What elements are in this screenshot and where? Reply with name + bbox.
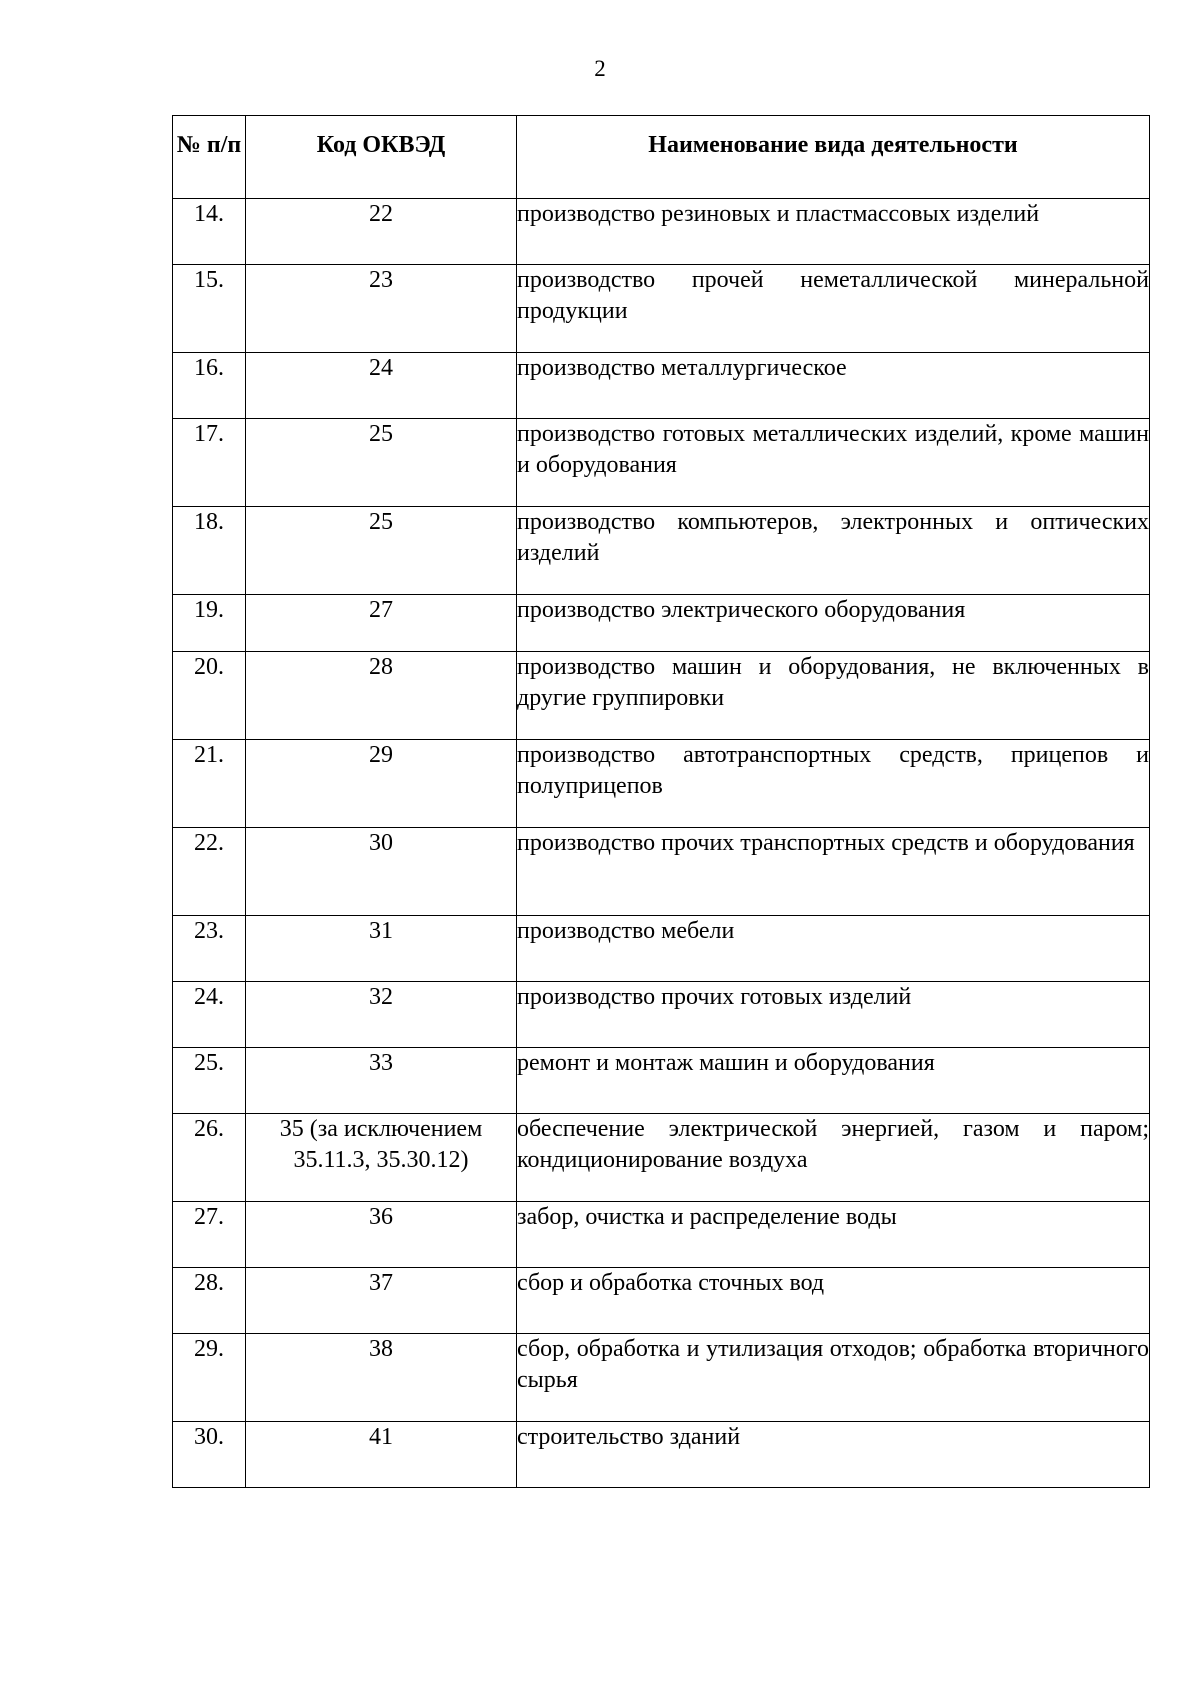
row-code: 27: [246, 595, 517, 652]
row-name: производство автотранспортных средств, прицепов и полуприцепов: [517, 740, 1150, 828]
row-name: сбор и обработка сточных вод: [517, 1268, 1150, 1334]
row-code: 23: [246, 265, 517, 353]
row-num: 24.: [173, 982, 246, 1048]
row-name: производство компьютеров, электронных и оптических изделий: [517, 507, 1150, 595]
row-name: забор, очистка и распределение воды: [517, 1202, 1150, 1268]
header-num: № п/п: [173, 116, 246, 199]
row-code: 38: [246, 1334, 517, 1422]
row-name: строительство зданий: [517, 1422, 1150, 1488]
row-name: сбор, обработка и утилизация отходов; обработка вторичного сырья: [517, 1334, 1150, 1422]
table-row: [173, 353, 1150, 419]
table-row: [173, 595, 1150, 652]
table-row: [173, 828, 1150, 916]
row-num: 18.: [173, 507, 246, 595]
row-code: 33: [246, 1048, 517, 1114]
row-name: производство прочих транспортных средств и оборудования: [517, 828, 1150, 916]
row-name: обеспечение электрической энергией, газом и паром; кондиционирование воздуха: [517, 1114, 1150, 1202]
row-code: 36: [246, 1202, 517, 1268]
row-code: 30: [246, 828, 517, 916]
table-row: [173, 419, 1150, 507]
table-row: [173, 265, 1150, 353]
row-name: производство металлургическое: [517, 353, 1150, 419]
row-code: 37: [246, 1268, 517, 1334]
row-code: 31: [246, 916, 517, 982]
row-num: 27.: [173, 1202, 246, 1268]
row-name: производство готовых металлических изделий, кроме машин и оборудования: [517, 419, 1150, 507]
row-num: 16.: [173, 353, 246, 419]
row-num: 15.: [173, 265, 246, 353]
row-code: 25: [246, 507, 517, 595]
row-code: 35 (за исключением 35.11.3, 35.30.12): [246, 1114, 517, 1202]
row-num: 21.: [173, 740, 246, 828]
table-row: [173, 1334, 1150, 1422]
row-num: 29.: [173, 1334, 246, 1422]
row-name: производство мебели: [517, 916, 1150, 982]
table-row: [173, 507, 1150, 595]
row-code: 28: [246, 652, 517, 740]
header-name: Наименование вида деятельности: [517, 116, 1150, 199]
table-row: [173, 652, 1150, 740]
row-name: производство прочих готовых изделий: [517, 982, 1150, 1048]
table-row: [173, 1048, 1150, 1114]
page-number: 2: [594, 56, 606, 81]
row-num: 25.: [173, 1048, 246, 1114]
row-code: 41: [246, 1422, 517, 1488]
row-num: 28.: [173, 1268, 246, 1334]
row-num: 14.: [173, 199, 246, 265]
okved-table: [172, 115, 1150, 1488]
table-row: [173, 1268, 1150, 1334]
table-row: [173, 1202, 1150, 1268]
table-header-row: [173, 116, 1150, 199]
table-row: [173, 916, 1150, 982]
row-num: 23.: [173, 916, 246, 982]
row-code: 24: [246, 353, 517, 419]
row-num: 20.: [173, 652, 246, 740]
row-num: 26.: [173, 1114, 246, 1202]
table-row: [173, 740, 1150, 828]
row-num: 22.: [173, 828, 246, 916]
row-code: 32: [246, 982, 517, 1048]
row-num: 30.: [173, 1422, 246, 1488]
row-name: производство машин и оборудования, не включенных в другие группировки: [517, 652, 1150, 740]
table-row: [173, 1114, 1150, 1202]
row-name: ремонт и монтаж машин и оборудования: [517, 1048, 1150, 1114]
table-row: [173, 982, 1150, 1048]
row-code: 25: [246, 419, 517, 507]
row-name: производство резиновых и пластмассовых изделий: [517, 199, 1150, 265]
row-name: производство электрического оборудования: [517, 595, 1150, 652]
row-code: 29: [246, 740, 517, 828]
row-num: 19.: [173, 595, 246, 652]
table-row: [173, 199, 1150, 265]
row-num: 17.: [173, 419, 246, 507]
row-code: 22: [246, 199, 517, 265]
table-row: [173, 1422, 1150, 1488]
row-name: производство прочей неметаллической минеральной продукции: [517, 265, 1150, 353]
header-code: Код ОКВЭД: [246, 116, 517, 199]
